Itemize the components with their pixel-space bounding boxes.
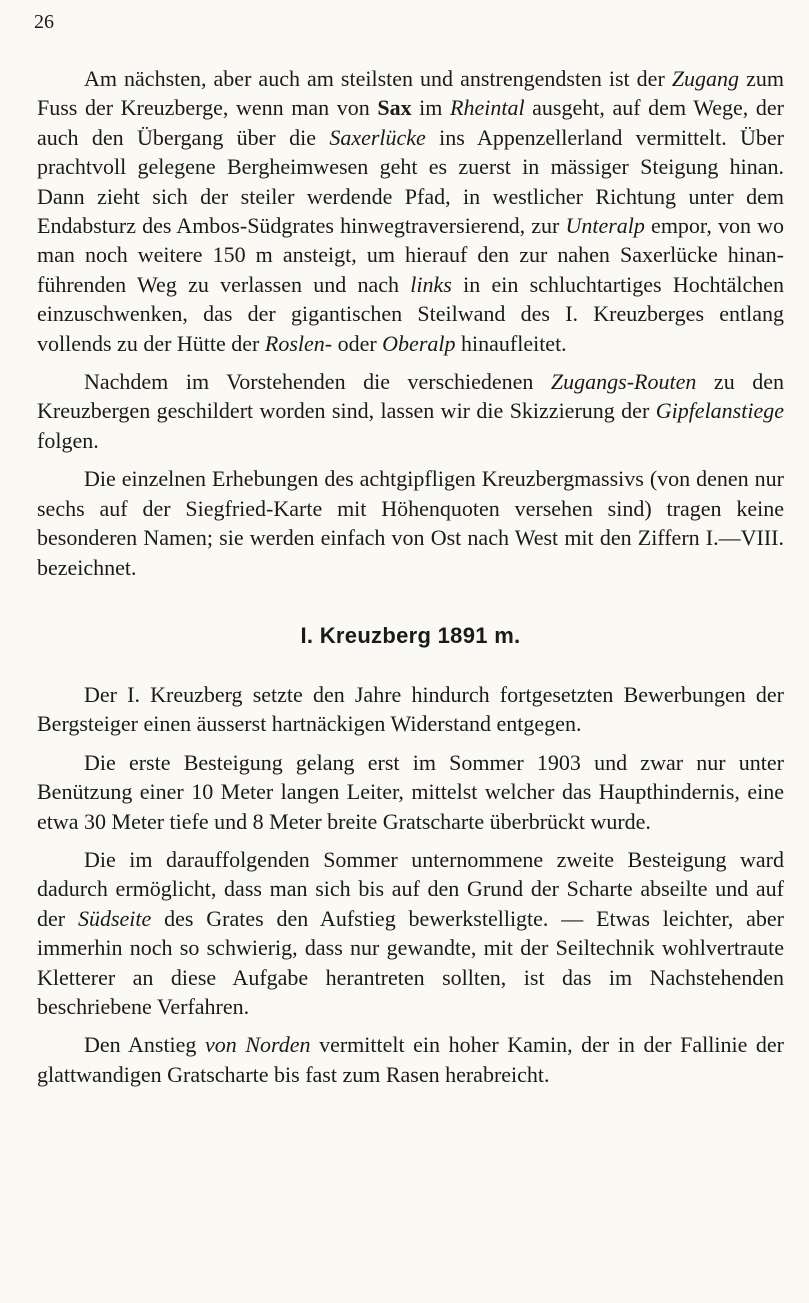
- emphasis-text: von Norden: [205, 1032, 311, 1058]
- body-text: im: [411, 95, 451, 121]
- body-text: zu den Kreuzbergen geschildert worden sind, lassen wir die Skizzierung der: [37, 369, 785, 424]
- emphasis-text: Roslen-: [264, 330, 333, 356]
- paragraph: [37, 845, 784, 1021]
- body-text: zum Fuss der Kreuzberge, wenn man von: [37, 66, 784, 121]
- emphasis-text: Südseite: [77, 905, 152, 931]
- paragraph: [37, 464, 784, 582]
- emphasis-text: Unteralp: [565, 213, 645, 239]
- body-text: Der I. Kreuzberg setzte den Jahre hindurch fortgesetzten Bewerbungen der Bergsteiger einen äusserst hartnäckigen Widerstand entgegen.: [37, 681, 784, 737]
- body-text: Den Anstieg: [84, 1032, 205, 1058]
- body-text: ins Appenzellerland vermittelt. Über prachtvoll gelegene Bergheimwesen geht es zuerst in mässiger Steigung hinan. Dann zieht sich der steiler werdende Pfad, in westlicher Richtung unter dem Endabsturz des Ambos-Südgrates hinwegtraversierend, zur: [37, 124, 785, 239]
- bold-text: Sax: [377, 95, 412, 121]
- body-text: Nachdem im Vorstehenden die verschiedenen: [84, 369, 551, 395]
- body-text: oder: [332, 330, 383, 356]
- paragraph: [37, 748, 784, 836]
- emphasis-text: Zugangs-Routen: [550, 369, 697, 395]
- body-text: vermittelt ein hoher Kamin, der in der Fallinie der glattwandigen Gratscharte bis fast zum Rasen herabreicht.: [37, 1032, 784, 1087]
- body-text: Die im darauffolgenden Sommer unternommene zweite Besteigung ward dadurch ermöglicht, dass man sich bis auf den Grund der Scharte abseilte und auf der: [37, 846, 784, 931]
- body-text: ausgeht, auf dem Wege, der auch den Übergang über die: [37, 95, 784, 150]
- paragraph: [37, 367, 784, 455]
- emphasis-text: links: [410, 271, 452, 297]
- emphasis-text: Rheintal: [450, 95, 525, 121]
- body-text: in ein schluchtartiges Hochtälchen einzuschwenken, das der gigantischen Steilwand des I. Kreuzberges entlang vollends zu der Hütte der: [37, 271, 785, 356]
- body-text: des Grates den Aufstieg bewerkstelligte. — Etwas leichter, aber immerhin noch so schwierig, dass nur gewandte, mit der Seiltechnik wohlvertraute Kletterer an diese Aufgabe herantreten sollten, ist das im Nachstehenden beschriebene Verfahren.: [37, 905, 784, 1019]
- body-text: empor, von wo man noch weitere 150 m ansteigt, um hierauf den zur nahen Saxerlücke hinanführenden Weg zu verlassen und nach: [37, 213, 784, 297]
- body-text: Die einzelnen Erhebungen des achtgipfligen Kreuzbergmassivs (von denen nur sechs auf der Siegfried-Karte mit Höhenquoten versehen sind) tragen keine besonderen Namen; sie werden einfach von Ost nach West mit den Ziffern I.—VIII. bezeichnet.: [37, 466, 784, 580]
- page-number: 26: [34, 11, 54, 33]
- intro-section: [37, 64, 784, 582]
- body-text: Die erste Besteigung gelang erst im Sommer 1903 und zwar nur unter Benützung einer 10 Meter langen Leiter, mittelst welcher das Haupthindernis, eine etwa 30 Meter tiefe und 8 Meter breite Gratscharte überbrückt wurde.: [37, 749, 784, 834]
- emphasis-text: Zugang: [671, 66, 740, 91]
- paragraph: [37, 680, 784, 739]
- body-text: Am nächsten, aber auch am steilsten und anstrengendsten ist der: [84, 66, 672, 91]
- kreuzberg-section: [37, 680, 784, 1089]
- body-text: folgen.: [37, 427, 99, 453]
- page-body: [37, 64, 784, 1098]
- emphasis-text: Oberalp: [382, 330, 456, 356]
- emphasis-text: Saxerlücke: [329, 124, 426, 150]
- paragraph: [37, 64, 784, 358]
- emphasis-text: Gipfelanstiege: [655, 398, 784, 424]
- body-text: hinaufleitet.: [455, 330, 567, 356]
- section-heading: I. Kreuzberg 1891 m.: [300, 622, 521, 648]
- paragraph: [37, 1030, 784, 1089]
